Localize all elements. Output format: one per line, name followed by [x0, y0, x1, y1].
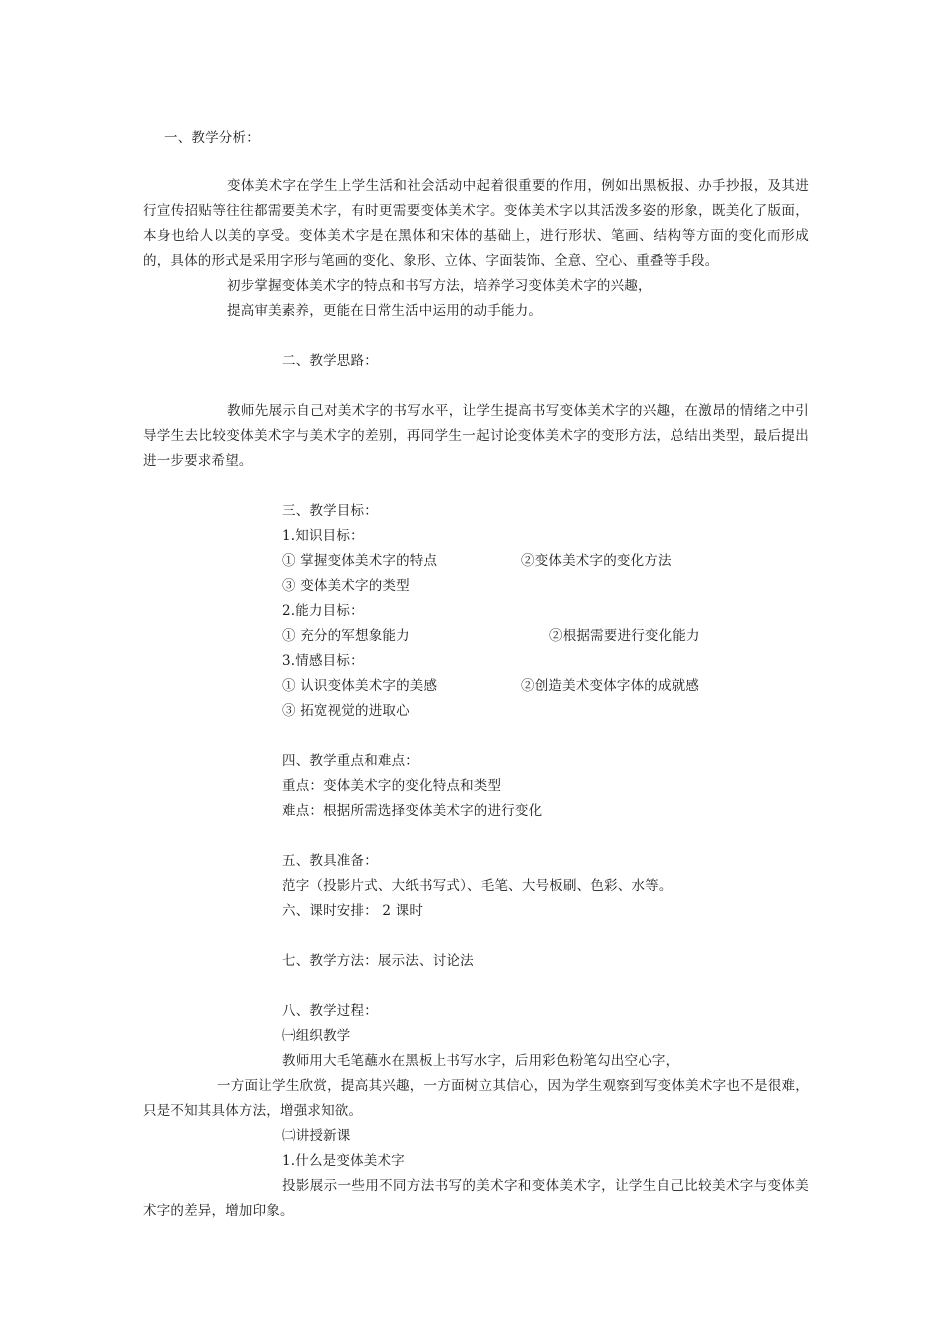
goal-knowledge-title: 1.知识目标： — [282, 528, 364, 544]
heading-process: 八、教学过程： — [282, 1003, 378, 1019]
process-step1-line1: 教师用大毛笔蘸水在黑板上书写水字，后用彩色粉笔勾出空心字， — [282, 1053, 680, 1069]
text-methods: 七、教学方法：展示法、讨论法 — [282, 953, 474, 969]
heading-teaching-analysis: 一、教学分析： — [164, 130, 260, 146]
goal-ability-item-2: ②根据需要进行变化能力 — [549, 628, 700, 644]
goal-emotion-item-1: ① 认识变体美术字的美感 — [282, 678, 438, 694]
text-key-point: 重点：变体美术字的变化特点和类型 — [282, 778, 502, 794]
text-materials: 范字（投影片式、大纸书写式）、毛笔、大号板刷、色彩、水等。 — [282, 878, 673, 894]
goal-ability-item-1: ① 充分的军想象能力 — [282, 628, 410, 644]
process-step1-title: ㈠组织教学 — [282, 1028, 351, 1044]
process-step2-paragraph: 投影展示一些用不同方法书写的美术字和变体美术字，让学生自己比较美术字与变体美术字的差异，增加印象。 — [143, 1178, 809, 1219]
heading-key-points: 四、教学重点和难点： — [282, 753, 419, 769]
goal-knowledge-item-1: ① 掌握变体美术字的特点 — [282, 553, 438, 569]
heading-teaching-approach: 二、教学思路： — [282, 353, 378, 369]
text-analysis-line1: 初步掌握变体美术字的特点和书写方法，培养学习变体美术字的兴趣， — [227, 278, 652, 294]
goal-knowledge-item-3: ③ 变体美术字的类型 — [282, 578, 410, 594]
paragraph-analysis: 变体美术字在学生上学生活和社会活动中起着很重要的作用，例如出黑板报、办手抄报，及其进行宣传招贴等往往都需要美术字，有时更需要变体美术字。变体美术字以其活泼多姿的形象，既美化了版面，本身也给人以美的享受。变体美术字是在黑体和宋体的基础上，进行形状、笔画、结构等方面的变化而形成的，具体的形式是采用字形与笔画的变化、象形、立体、字面装饰、全意、空心、重叠等手段。 — [143, 178, 809, 269]
text-difficult-point: 难点：根据所需选择变体美术字的进行变化 — [282, 803, 543, 819]
goal-knowledge-item-2: ②变体美术字的变化方法 — [521, 553, 672, 569]
goal-emotion-title: 3.情感目标： — [282, 653, 364, 669]
goal-ability-title: 2.能力目标： — [282, 603, 364, 619]
heading-teaching-goals: 三、教学目标： — [282, 503, 378, 519]
heading-materials: 五、教具准备： — [282, 853, 378, 869]
text-analysis-line2: 提高审美素养，更能在日常生活中运用的动手能力。 — [227, 303, 543, 319]
goal-emotion-item-2: ②创造美术变体字体的成就感 — [521, 678, 700, 694]
goal-emotion-item-3: ③ 拓宽视觉的进取心 — [282, 703, 410, 719]
process-step2-title: ㈡讲授新课 — [282, 1128, 351, 1144]
process-step1-paragraph: 一方面让学生欣赏，提高其兴趣，一方面树立其信心，因为学生观察到写变体美术字也不是很难，只是不知其具体方法，增强求知欲。 — [143, 1078, 809, 1119]
process-step2-subtitle: 1.什么是变体美术字 — [282, 1153, 405, 1169]
text-schedule: 六、课时安排： 2 课时 — [282, 903, 424, 919]
paragraph-approach: 教师先展示自己对美术字的书写水平，让学生提高书写变体美术字的兴趣，在激昂的情绪之中引导学生去比较变体美术字与美术字的差别，再同学生一起讨论变体美术字的变形方法，总结出类型，最后提出进一步要求希望。 — [143, 403, 809, 469]
